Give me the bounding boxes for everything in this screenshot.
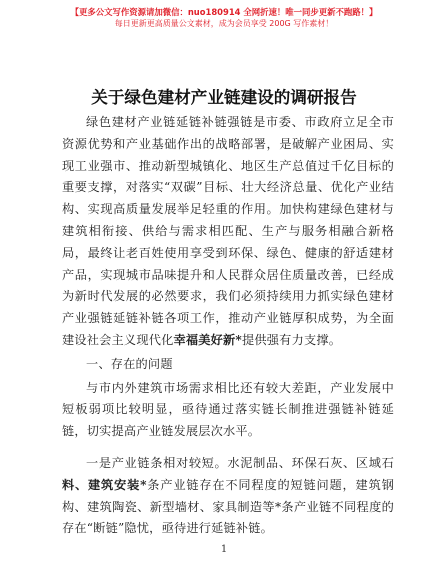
page-number: 1 bbox=[220, 544, 228, 555]
paragraph-short-chain bbox=[62, 453, 394, 540]
promo-banner-line-2: 每日更新更高质量公文素材，成为会员享受 200G 写作素材！ bbox=[114, 19, 334, 28]
paragraph-intro bbox=[62, 112, 394, 352]
paragraph-intro-tail: 提供强有力支撑。 bbox=[242, 332, 342, 347]
paragraph-short-chain-bold: 料、建筑安装* bbox=[62, 477, 147, 492]
paragraph-intro-bold: 幸福美好新* bbox=[173, 332, 243, 347]
section-heading-problems: 一、存在的问题 bbox=[86, 356, 173, 371]
promo-banner-line-1: 【更多公文写作资源请加微信：nuo180914 全网折速！唯一同步更新不跑路！】 bbox=[70, 7, 378, 17]
document-body bbox=[62, 112, 394, 540]
paragraph-short-chain-a: 一是产业链条相对较短。水泥制品、环保石灰、区域石 bbox=[86, 455, 394, 470]
paragraph-short-chain-b: 条产业链存在不同程度的短链问题，建筑钢构、建筑陶瓷、新型墙材、家具制造等*条产业链不同程度的存在“断链”隐忧，亟待进行延链补链。 bbox=[62, 477, 394, 536]
promo-banner bbox=[0, 6, 448, 30]
document-title: 关于绿色建材产业链建设的调研报告 bbox=[91, 88, 357, 107]
paragraph-intro-text: 绿色建材产业链延链补链强链是市委、市政府立足全市资源优势和产业基础作出的战略部署，是破解产业困局、实现工业强市、推动新型城镇化、地区生产总值过千亿目标的重要支撑，对落实“双碳”目标、壮大经济总量、优化产业结构、实现高质量发展举足轻重的作用。加快构建绿色建材与建筑相衔接、供给与需求相匹配、生产与服务相融合新格局，最终让老百姓使用享受到环保、绿色、健康的舒适建材产品，实现城市品味提升和人民群众居住质量改善，已经成为新时代发展的必然要求，我们必须持续用力抓实绿色建材产业强链延链补链各项工作，推动产业链厚积成势，为全面建设社会主义现代化 bbox=[62, 115, 394, 347]
paragraph-gap: 与市内外建筑市场需求相比还有较大差距，产业发展中短板弱项比较明显，亟待通过落实链长制推进强链补链延链，切实提高产业链发展层次水平。 bbox=[62, 380, 394, 439]
